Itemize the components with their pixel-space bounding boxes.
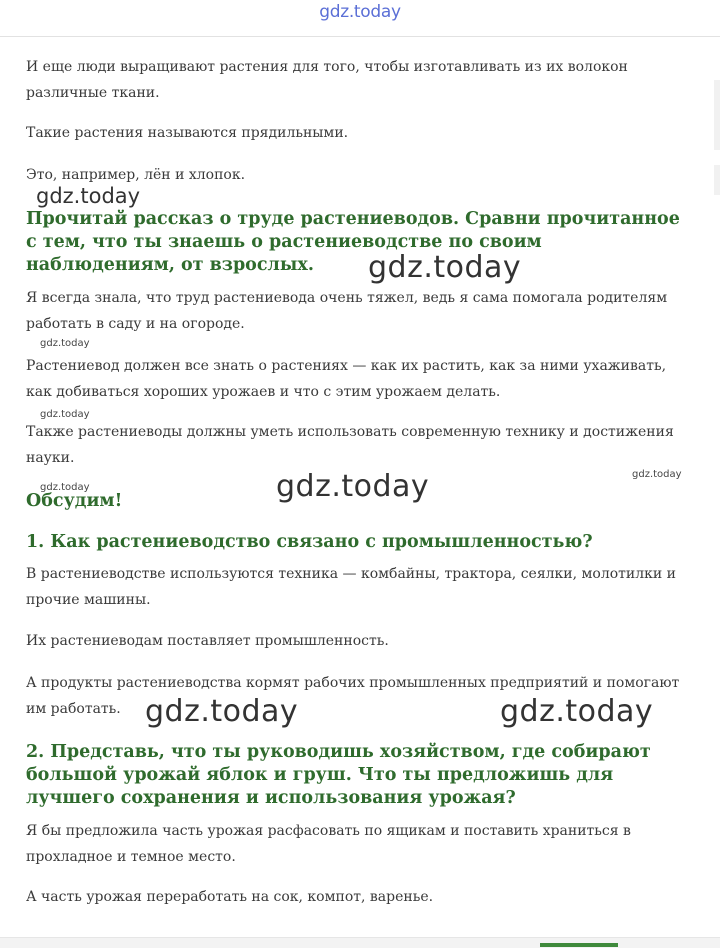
watermark: gdz.today	[145, 694, 299, 729]
paragraph: В растениеводстве используются техника — комбайны, трактора, сеялки, молотилки и прочие машины.	[26, 566, 677, 608]
site-logo[interactable]: gdz.today	[319, 2, 401, 22]
paragraph: Растениевод должен все знать о растениях — как их растить, как за ними ухаживать, как добиваться хороших урожаев и что с этим урожаем делать.	[26, 358, 667, 400]
paragraph: Такие растения называются прядильными.	[26, 125, 349, 141]
site-header	[0, 0, 720, 37]
watermark: gdz.today	[40, 338, 90, 349]
watermark: gdz.today	[276, 469, 430, 504]
paragraph: Также растениеводы должны уметь использовать современную технику и достижения науки.	[26, 424, 674, 466]
watermark: gdz.today	[500, 694, 654, 729]
side-tab	[714, 80, 720, 150]
section-heading: Обсудим!	[26, 491, 123, 511]
question-heading: 2. Представь, что ты руководишь хозяйством, где собирают большой урожай яблок и груш. Что ты предложишь для лучшего сохранения и использования урожая?	[26, 742, 651, 808]
question-heading: 1. Как растениеводство связано с промышленностью?	[26, 532, 593, 552]
watermark: gdz.today	[36, 184, 141, 208]
watermark: gdz.today	[40, 482, 90, 493]
task-heading: Прочитай рассказ о труде растениеводов. Сравни прочитанное с тем, что ты знаешь о растениеводстве по своим наблюдениям, от взрослых.	[26, 209, 680, 275]
watermark: gdz.today	[368, 250, 522, 285]
watermark: gdz.today	[632, 469, 682, 480]
paragraph: А продукты растениеводства кормят рабочих промышленных предприятий и помогают им работать.	[26, 675, 680, 717]
side-tab	[714, 165, 720, 195]
watermark: gdz.today	[40, 409, 90, 420]
bottom-accent	[540, 943, 618, 947]
paragraph: Я бы предложила часть урожая расфасовать по ящикам и поставить храниться в прохладное и темное место.	[26, 823, 631, 865]
paragraph: Их растениеводам поставляет промышленность.	[26, 633, 389, 649]
paragraph: Это, например, лён и хлопок.	[26, 167, 246, 183]
paragraph: Я всегда знала, что труд растениевода очень тяжел, ведь я сама помогала родителям работать в саду и на огороде.	[26, 290, 668, 332]
paragraph: И еще люди выращивают растения для того, чтобы изготавливать из их волокон различные ткани.	[26, 59, 628, 101]
paragraph: А часть урожая переработать на сок, компот, варенье.	[26, 889, 434, 905]
